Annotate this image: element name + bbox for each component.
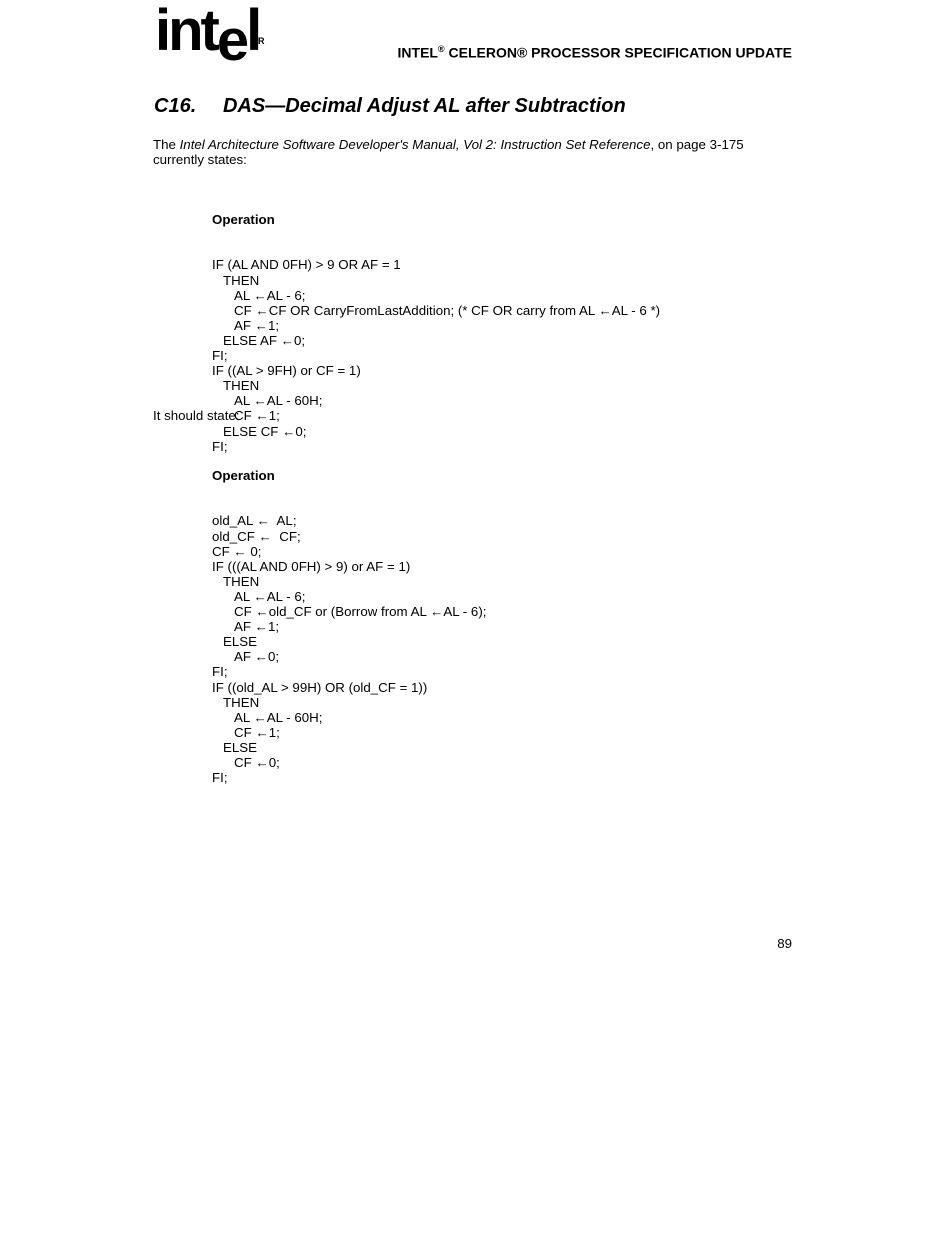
code-line: IF (AL AND 0FH) > 9 OR AF = 1 — [212, 257, 401, 273]
code-line: CF ←1; — [234, 724, 280, 740]
code-line: AF ←0; — [234, 649, 280, 665]
document-header-title — [398, 44, 792, 61]
code-line: AF ←1; — [234, 317, 280, 333]
logo-registered-mark: R — [258, 36, 265, 46]
intro-suffix: , on page 3-175 currently states: — [153, 137, 744, 167]
section-number: C16. — [154, 95, 197, 117]
code-line: AL ←AL - 60H; — [234, 709, 323, 725]
code-line: IF ((AL > 9FH) or CF = 1) — [212, 363, 361, 379]
code-line: THEN — [223, 378, 260, 394]
code-line: THEN — [223, 272, 260, 288]
code-line: ELSE — [223, 739, 258, 755]
code-line: CF ←old_CF or (Borrow from AL ←AL - 6); — [234, 604, 487, 620]
code-line: ELSE CF ←0; — [223, 423, 307, 439]
code-line: CF ←1; — [234, 408, 280, 424]
logo-text-int: int — [155, 0, 217, 63]
code-line: old_AL ← AL; — [212, 513, 297, 529]
header-title-intel: INTEL — [397, 44, 438, 61]
code-line: CF ←CF OR CarryFromLastAddition; (* CF OR carry from AL ←AL - 6 *) — [234, 302, 661, 318]
code-line: FI; — [212, 770, 228, 786]
code-line: CF ← 0; — [212, 543, 262, 559]
code-line: ELSE AF ←0; — [223, 332, 306, 348]
operation-heading: Operation — [212, 212, 275, 228]
code-line: AF ←1; — [234, 619, 280, 635]
section-title: DAS—Decimal Adjust AL after Subtraction — [223, 95, 626, 117]
code-line: IF ((old_AL > 99H) OR (old_CF = 1)) — [212, 679, 428, 695]
header-title-reg: ® — [437, 44, 445, 54]
code-line: FI; — [212, 438, 228, 454]
manual-title: Intel Architecture Software Developer's Manual, Vol 2: Instruction Set Reference — [179, 137, 651, 152]
corrected-operation-block — [212, 438, 486, 800]
code-line: AL ←AL - 6; — [234, 588, 306, 604]
header-title-rest: CELERON® PROCESSOR SPECIFICATION UPDATE — [444, 44, 792, 61]
code-line: THEN — [223, 573, 260, 589]
code-line: ELSE — [223, 634, 258, 650]
code-line: FI; — [212, 664, 228, 680]
code-line: FI; — [212, 348, 228, 364]
current-code-lines — [212, 257, 660, 453]
intel-logo — [155, 0, 265, 73]
section-heading — [154, 95, 626, 118]
code-line: CF ←0; — [234, 754, 280, 770]
code-line: old_CF ← CF; — [212, 528, 301, 544]
code-line: THEN — [223, 694, 260, 710]
intro-paragraph — [153, 137, 793, 167]
intro-prefix: The — [153, 137, 180, 152]
corrected-code-lines — [212, 513, 486, 785]
current-operation-block — [212, 182, 660, 469]
operation-heading: Operation — [212, 468, 275, 484]
code-line: AL ←AL - 60H; — [234, 393, 323, 409]
page-number: 89 — [777, 936, 792, 951]
code-line: IF (((AL AND 0FH) > 9) or AF = 1) — [212, 558, 411, 574]
should-state-paragraph: It should state: — [153, 408, 240, 423]
code-line: AL ←AL - 6; — [234, 287, 306, 303]
logo-text-l: l — [246, 0, 260, 63]
logo-text-e: e — [216, 8, 247, 73]
